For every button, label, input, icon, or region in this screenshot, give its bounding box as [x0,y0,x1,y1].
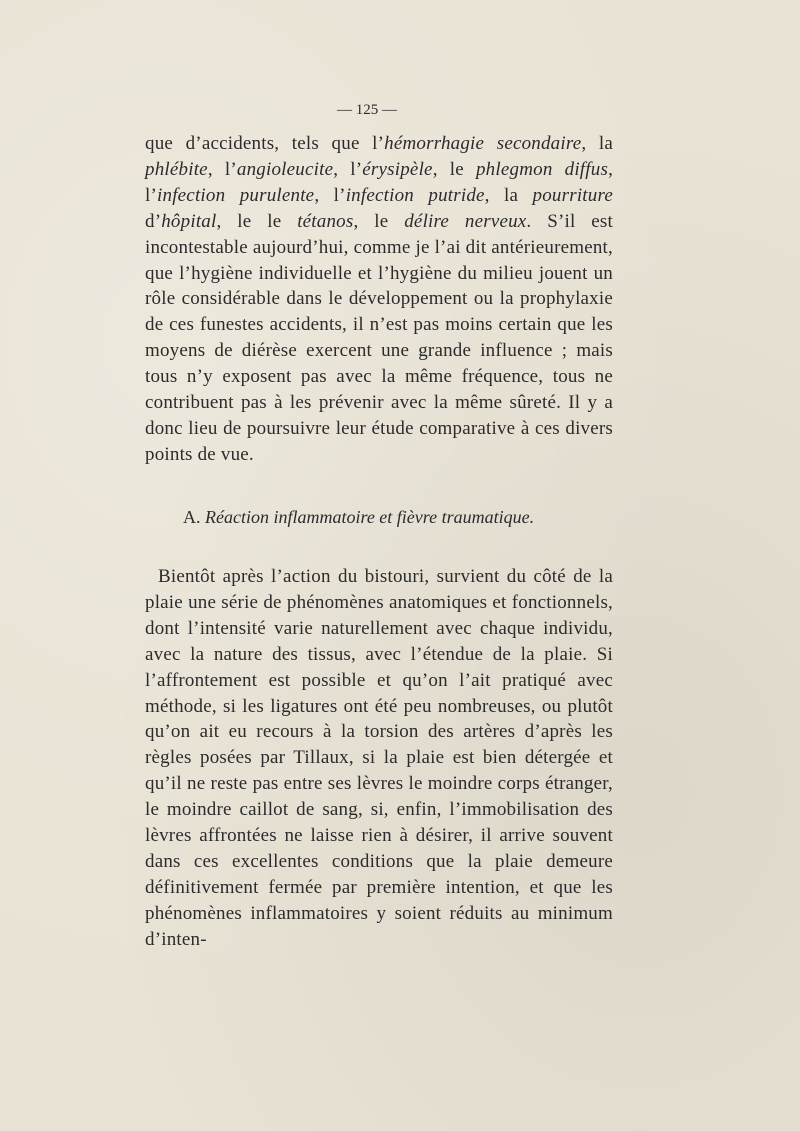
italic-term: hémorrhagie secondaire [384,133,582,154]
italic-term: tétanos [297,210,354,232]
text-run: , la [484,184,533,206]
section-title: Réaction inflammatoire et fièvre traumatique. [205,507,535,527]
text-run: que d’accidents, tels que [145,133,373,154]
italic-term: hôpital [161,210,217,232]
text-run: , le le [216,210,298,232]
italic-term: phlébite [145,158,208,180]
text-run: , l’ [333,158,363,180]
italic-term: érysipèle [362,158,433,180]
paragraph-body: Bientôt après l’action du bistouri, survient du côté de la plaie une série de phénomènes anatomiques et fonctionnels, dont l’intensité varie naturellement avec chaque individu, avec la nature des tissus, avec l’étendue de la plaie. Si l’affrontement est possible et qu’on l’ait pratiqué avec méthode, si les ligatures ont été peu nombreuses, ou plutôt qu’on ait eu recours à la torsion des artères d’après les règles posées par Tillaux, si la plaie est bien détergée et qu’il ne reste pas entre ses lèvres le moindre corps étranger, le moindre caillot de sang, si, enfin, l’immobilisation des lèvres affrontées ne laisse rien à désirer, il arrive souvent dans ces excellentes conditions que la plaie demeure définitivement fermée par première intention, et que les phénomènes inflammatoires y soient réduits au minimum d’inten- [145,566,613,950]
text-run: d’ [145,210,162,232]
italic-term: délire nerveux [404,210,527,232]
text-run: , la [581,133,614,154]
italic-term: phlegmon diffus [475,158,609,180]
text-run: . S’il est incontestable aujourd’hui, comme je l’ai dit antérieurement, que l’hygiène individuelle et l’hygiène du milieu jouent un rôle considérable dans le développement ou la prophylaxie de ces funestes accidents, il n’est pas moins certain que les moyens de diérèse exercent une grande influence ; mais tous n’y exposent pas avec la même fréquence, tous ne contribuent pas à les prévenir avec la même sûreté. Il y a donc lieu de poursuivre leur étude comparative à ces divers points de vue. [145,210,614,465]
section-label: A. [183,507,201,527]
italic-term: pourriture [532,184,613,206]
page-number: — 125 — [337,102,397,118]
text-run: , l’ [145,158,614,206]
text-run: , l’ [207,158,237,180]
paragraph-continued [145,131,613,468]
text-run: , l’ [314,184,346,206]
italic-term: angioleucite [236,158,334,180]
text-run: , le [432,158,476,180]
italic-term: infection putride [345,184,485,206]
section-heading [183,507,534,528]
text-run: l’ [372,133,385,154]
italic-term: infection purulente [157,184,315,206]
text-run: , le [353,210,405,232]
